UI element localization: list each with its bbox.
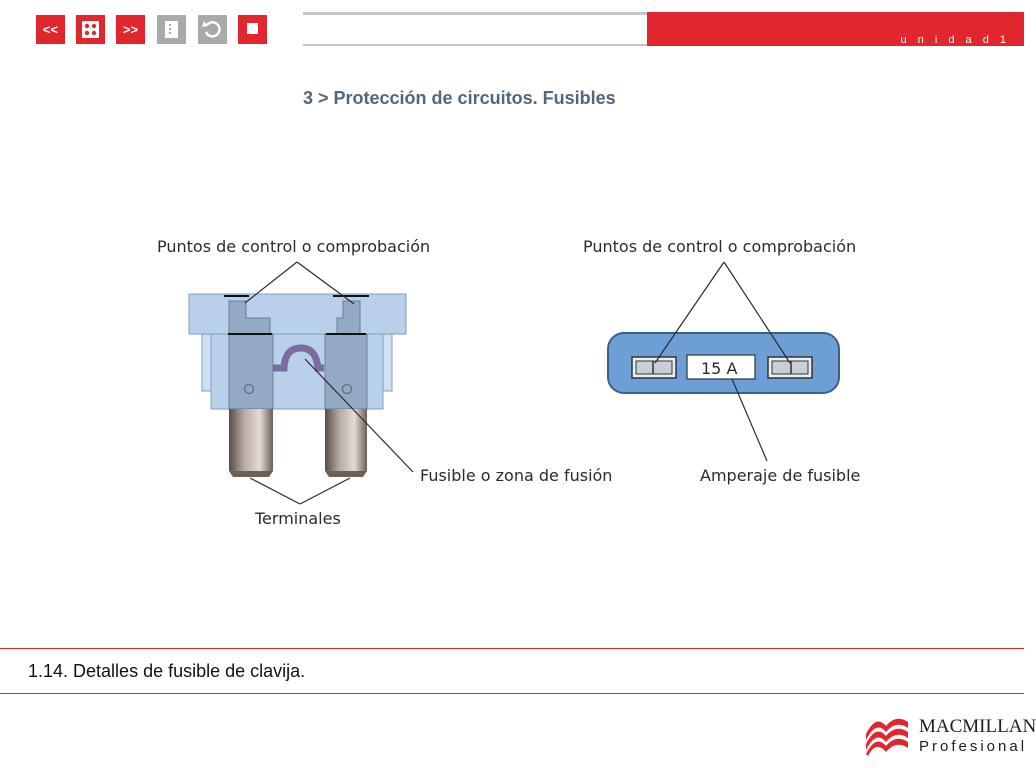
label-fuse-zone: Fusible o zona de fusión <box>420 466 613 485</box>
figure-caption: 1.14. Detalles de fusible de clavija. <box>28 661 306 681</box>
caption-rule-bottom <box>0 693 1024 694</box>
label-amperage: Amperaje de fusible <box>700 466 861 485</box>
fuse-rating-label: 15 A <box>701 359 738 378</box>
label-terminals: Terminales <box>255 509 341 528</box>
publisher-logo <box>862 712 1036 758</box>
label-control-points-right: Puntos de control o comprobación <box>583 237 857 256</box>
label-control-points-left: Puntos de control o comprobación <box>157 237 431 256</box>
caption-rule-top <box>0 648 1024 649</box>
publisher-name: MACMILLAN <box>919 716 1036 737</box>
blade-fuse-side-view <box>189 294 406 477</box>
next-icon: >> <box>122 22 139 37</box>
publisher-subtitle: Profesional <box>919 738 1028 755</box>
slide-title: 3 > Protección de circuitos. Fusibles <box>303 88 616 108</box>
prev-icon: << <box>42 22 59 37</box>
unit-label: u n i d a d 1 <box>900 34 1010 46</box>
macmillan-logo-icon <box>862 712 914 756</box>
